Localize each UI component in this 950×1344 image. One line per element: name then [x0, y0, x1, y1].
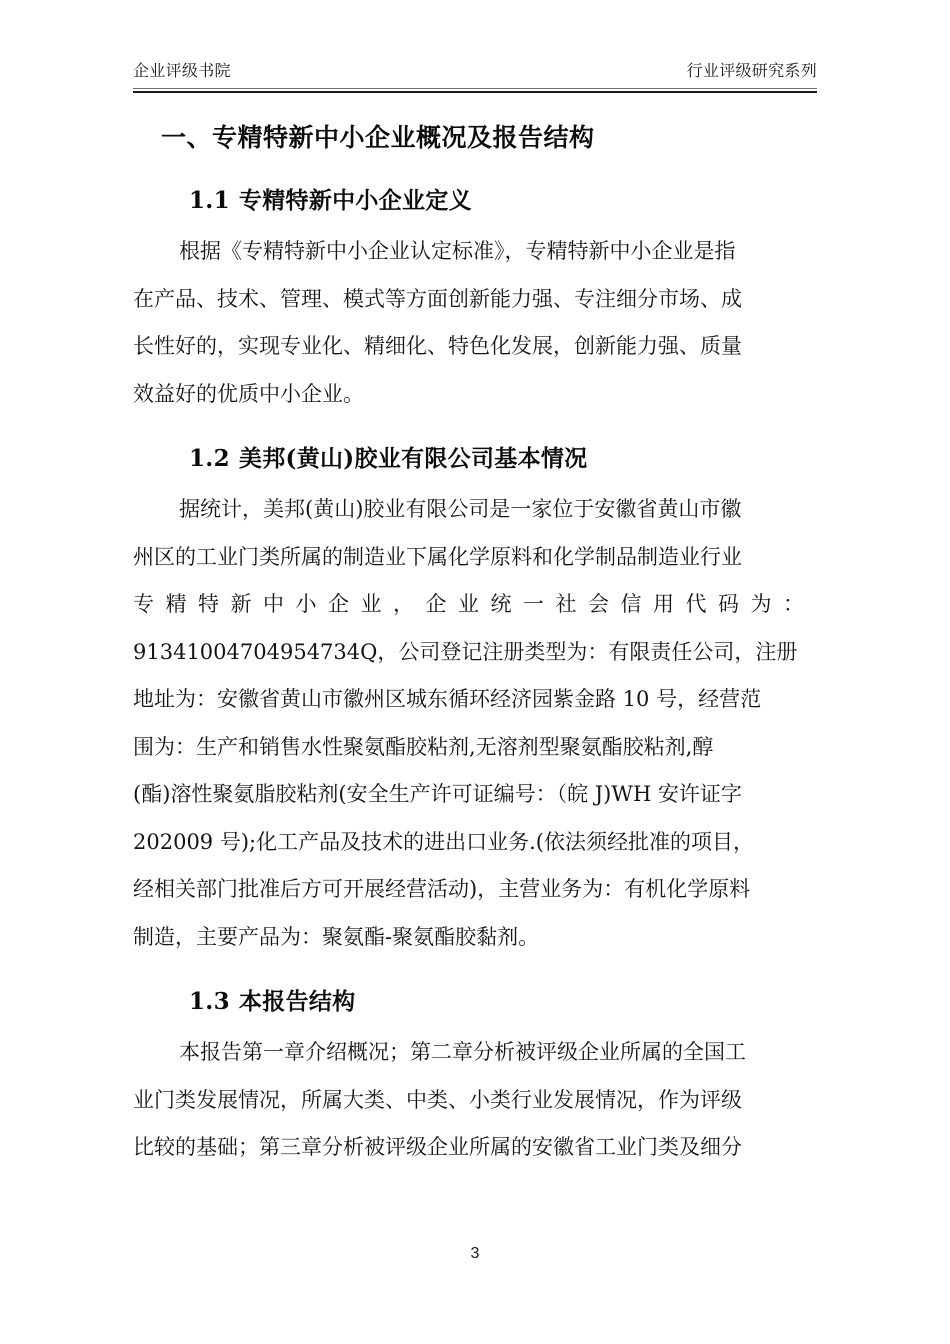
paragraph-line: 经相关部门批准后方可开展经营活动)，主营业务为：有机化学原料 [133, 877, 751, 901]
paragraph-line: 制造，主要产品为：聚氨酯-聚氨酯胶黏剂。 [133, 924, 540, 949]
document-body [133, 108, 817, 1172]
header-left-text: 企业评级书院 [133, 63, 231, 80]
paragraph-line: 据统计，美邦(黄山)胶业有限公司是一家位于安徽省黄山市徽 [179, 497, 742, 521]
paragraph-line: 业门类发展情况，所属大类、中类、小类行业发展情况，作为评级 [133, 1087, 742, 1112]
subsection-title-1-2: 美邦(黄山)胶业有限公司基本情况 [238, 445, 588, 472]
page-header [133, 62, 817, 82]
subsection-title-1-3: 本报告结构 [238, 988, 356, 1015]
subsection-number-1-1: 1.1 [189, 187, 230, 214]
paragraph-line: 91341004704954734Q，公司登记注册类型为：有限责任公司，注册 [133, 639, 798, 664]
paragraph-line: 比较的基础；第三章分析被评级企业所属的安徽省工业门类及细分 [133, 1135, 742, 1159]
header-rule-thick [133, 91, 817, 93]
subsection-heading-1-2 [133, 418, 817, 480]
paragraph-1-1 [133, 222, 817, 418]
header-rule-thin [133, 88, 817, 89]
paragraph-line: 效益好的优质中小企业。 [133, 381, 364, 406]
subsection-heading-1-1 [133, 160, 817, 222]
page-number: 3 [470, 1245, 480, 1262]
paragraph-line: 围为：生产和销售水性聚氨酯胶粘剂,无溶剂型聚氨酯胶粘剂,醇 [133, 734, 714, 759]
subsection-heading-1-3 [133, 961, 817, 1023]
paragraph-line: 202009 号);化工产品及技术的进出口业务.(依法须经批准的项目， [133, 829, 754, 854]
paragraph-line: 地址为：安徽省黄山市徽州区城东循环经济园紫金路 10 号，经营范 [133, 687, 762, 711]
paragraph-line: (酯)溶性聚氨脂胶粘剂(安全生产许可证编号：（皖 J)WH 安许证字 [133, 782, 742, 806]
paragraph-1-3 [133, 1023, 817, 1172]
paragraph-line: 专精特新中小企业，企业统一社会信用代码为： [133, 592, 816, 616]
paragraph-line: 长性好的，实现专业化、精细化、特色化发展，创新能力强、质量 [133, 334, 742, 358]
section-title: 一、专精特新中小企业概况及报告结构 [161, 123, 595, 152]
paragraph-1-2 [133, 480, 817, 961]
subsection-title-1-1: 专精特新中小企业定义 [238, 187, 472, 214]
paragraph-line: 州区的工业门类所属的制造业下属化学原料和化学制品制造业行业 [133, 544, 742, 569]
header-right-text: 行业评级研究系列 [686, 63, 817, 80]
paragraph-line: 本报告第一章介绍概况；第二章分析被评级企业所属的全国工 [179, 1040, 746, 1064]
paragraph-line: 在产品、技术、管理、模式等方面创新能力强、专注细分市场、成 [133, 286, 742, 311]
paragraph-line: 根据《专精特新中小企业认定标准》，专精特新中小企业是指 [179, 239, 736, 263]
subsection-number-1-2: 1.2 [189, 445, 230, 472]
subsection-number-1-3: 1.3 [189, 988, 230, 1015]
